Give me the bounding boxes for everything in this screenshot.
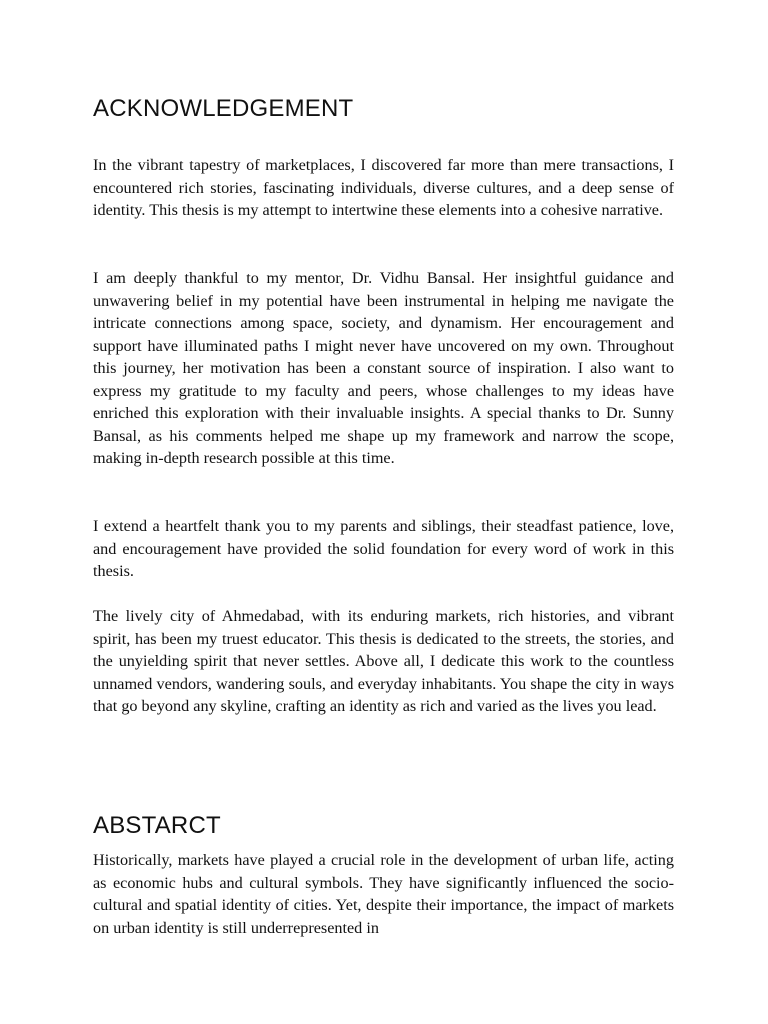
acknowledgement-paragraph-2: I am deeply thankful to my mentor, Dr. Vidhu Bansal. Her insightful guidance and unwavering belief in my potential have been instrumental in helping me navigate the intricate connections among space, society, and dynamism. Her encouragement and support have illuminated paths I might never have uncovered on my own. Throughout this journey, her motivation has been a constant source of inspiration. I also want to express my gratitude to my faculty and peers, whose challenges to my ideas have enriched this exploration with their invaluable insights. A special thanks to Dr. Sunny Bansal, as his comments helped me shape up my framework and narrow the scope, making in-depth research possible at this time. [93,269,674,467]
abstract-paragraph-1: Historically, markets have played a crucial role in the development of urban life, acting as economic hubs and cultural symbols. They have significantly influenced the socio-cultural and spatial identity of cities. Yet, despite their importance, the impact of markets on urban identity is still underrepresented in [93,851,674,937]
abstract-heading: ABSTARCT [93,812,221,839]
acknowledgement-paragraph-1: In the vibrant tapestry of marketplaces, I discovered far more than mere transactions, I encountered rich stories, fascinating individuals, diverse cultures, and a deep sense of identity. This thesis is my attempt to intertwine these elements into a cohesive narrative. [93,156,674,219]
acknowledgement-heading: ACKNOWLEDGEMENT [93,95,354,122]
acknowledgement-paragraph-4: The lively city of Ahmedabad, with its enduring markets, rich histories, and vibrant spirit, has been my truest educator. This thesis is dedicated to the streets, the stories, and the unyielding spirit that never settles. Above all, I dedicate this work to the countless unnamed vendors, wandering souls, and everyday inhabitants. You shape the city in ways that go beyond any skyline, crafting an identity as rich and varied as the lives you lead. [93,607,674,715]
acknowledgement-paragraph-3: I extend a heartfelt thank you to my parents and siblings, their steadfast patience, love, and encouragement have provided the solid foundation for every word of work in this thesis. [93,517,674,580]
